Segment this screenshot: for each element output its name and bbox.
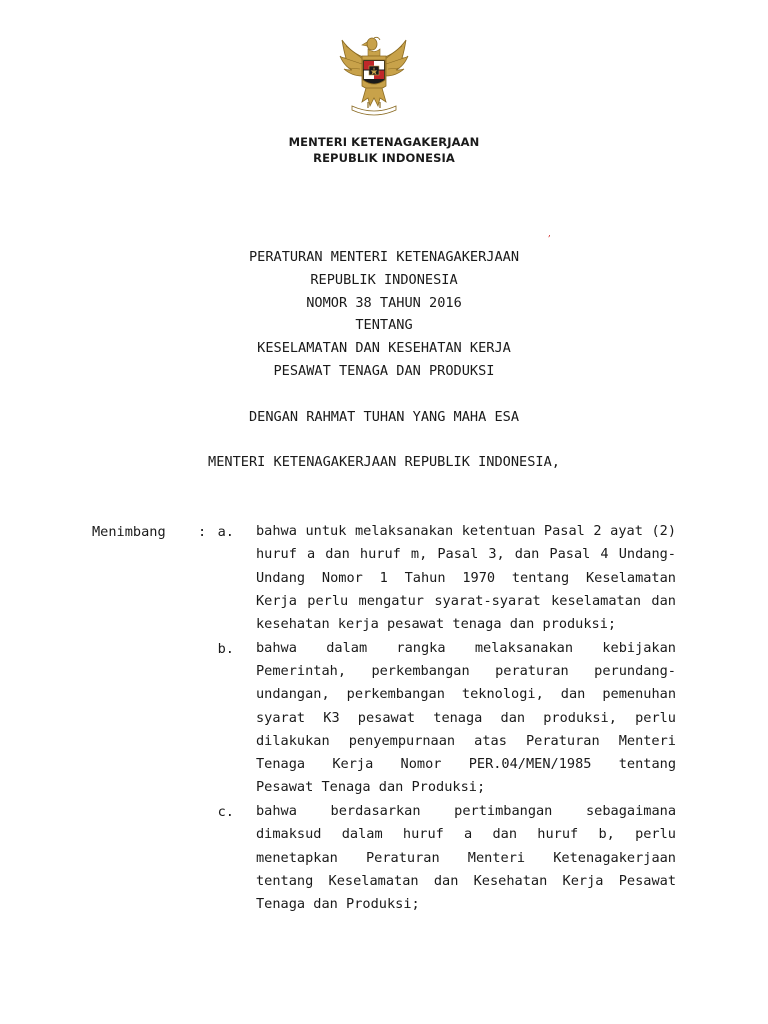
considering-colon: : xyxy=(198,524,207,540)
issuer-line-1: MENTERI KETENAGAKERJAAN xyxy=(288,135,480,149)
title-line: NOMOR 38 TAHUN 2016 xyxy=(306,294,462,311)
item-line: Pesawat Tenaga dan Produksi; xyxy=(256,779,486,795)
red-mark: , xyxy=(548,229,551,239)
title-line: PERATURAN MENTERI KETENAGAKERJAAN xyxy=(248,249,520,265)
item-line: dilakukan penyempurnaan atas Peraturan Menteri xyxy=(256,733,676,749)
item-letter: a. xyxy=(217,524,234,540)
issuer-line-2: REPUBLIK INDONESIA xyxy=(313,151,455,165)
item-line: kesehatan kerja pesawat tenaga dan produksi; xyxy=(256,616,617,632)
invocation: DENGAN RAHMAT TUHAN YANG MAHA ESA xyxy=(248,409,520,425)
item-line: menetapkan Peraturan Menteri Ketenagakerjaan xyxy=(256,850,676,866)
item-line: bahwa untuk melaksanakan ketentuan Pasal 2 ayat (2) xyxy=(256,523,676,539)
title-line: KESELAMATAN DAN KESEHATAN KERJA xyxy=(257,340,511,357)
item-line: tentang Keselamatan dan Kesehatan Kerja Pesawat xyxy=(256,873,676,889)
item-line: dimaksud dalam huruf a dan huruf b, perlu xyxy=(256,826,676,842)
minister-heading: MENTERI KETENAGAKERJAAN REPUBLIK INDONESIA, xyxy=(208,454,560,470)
item-line: bahwa berdasarkan pertimbangan sebagaimana xyxy=(256,803,676,819)
item-line: Kerja perlu mengatur syarat-syarat keselamatan dan xyxy=(256,593,676,609)
considering-label: Menimbang xyxy=(92,524,166,540)
title-line: TENTANG xyxy=(355,317,413,334)
item-letter: c. xyxy=(217,804,234,820)
garuda-pancasila-emblem-icon xyxy=(338,36,410,118)
regulation-title xyxy=(0,246,768,383)
title-line: REPUBLIK INDONESIA xyxy=(310,271,458,288)
item-line: Tenaga dan Produksi; xyxy=(256,896,420,912)
title-line: PESAWAT TENAGA DAN PRODUKSI xyxy=(273,362,495,379)
item-line: Tenaga Kerja Nomor PER.04/MEN/1985 tentang xyxy=(256,756,676,772)
item-line: huruf a dan huruf m, Pasal 3, dan Pasal 4 Undang- xyxy=(256,546,676,562)
item-line: undangan, perkembangan teknologi, dan pemenuhan xyxy=(256,686,676,702)
item-line: bahwa dalam rangka melaksanakan kebijakan xyxy=(256,640,676,656)
item-line: syarat K3 pesawat tenaga dan produksi, perlu xyxy=(256,710,676,726)
item-letter: b. xyxy=(217,641,234,657)
item-line: Undang Nomor 1 Tahun 1970 tentang Keselamatan xyxy=(256,570,676,586)
item-line: Pemerintah, perkembangan peraturan perundang- xyxy=(256,663,676,679)
